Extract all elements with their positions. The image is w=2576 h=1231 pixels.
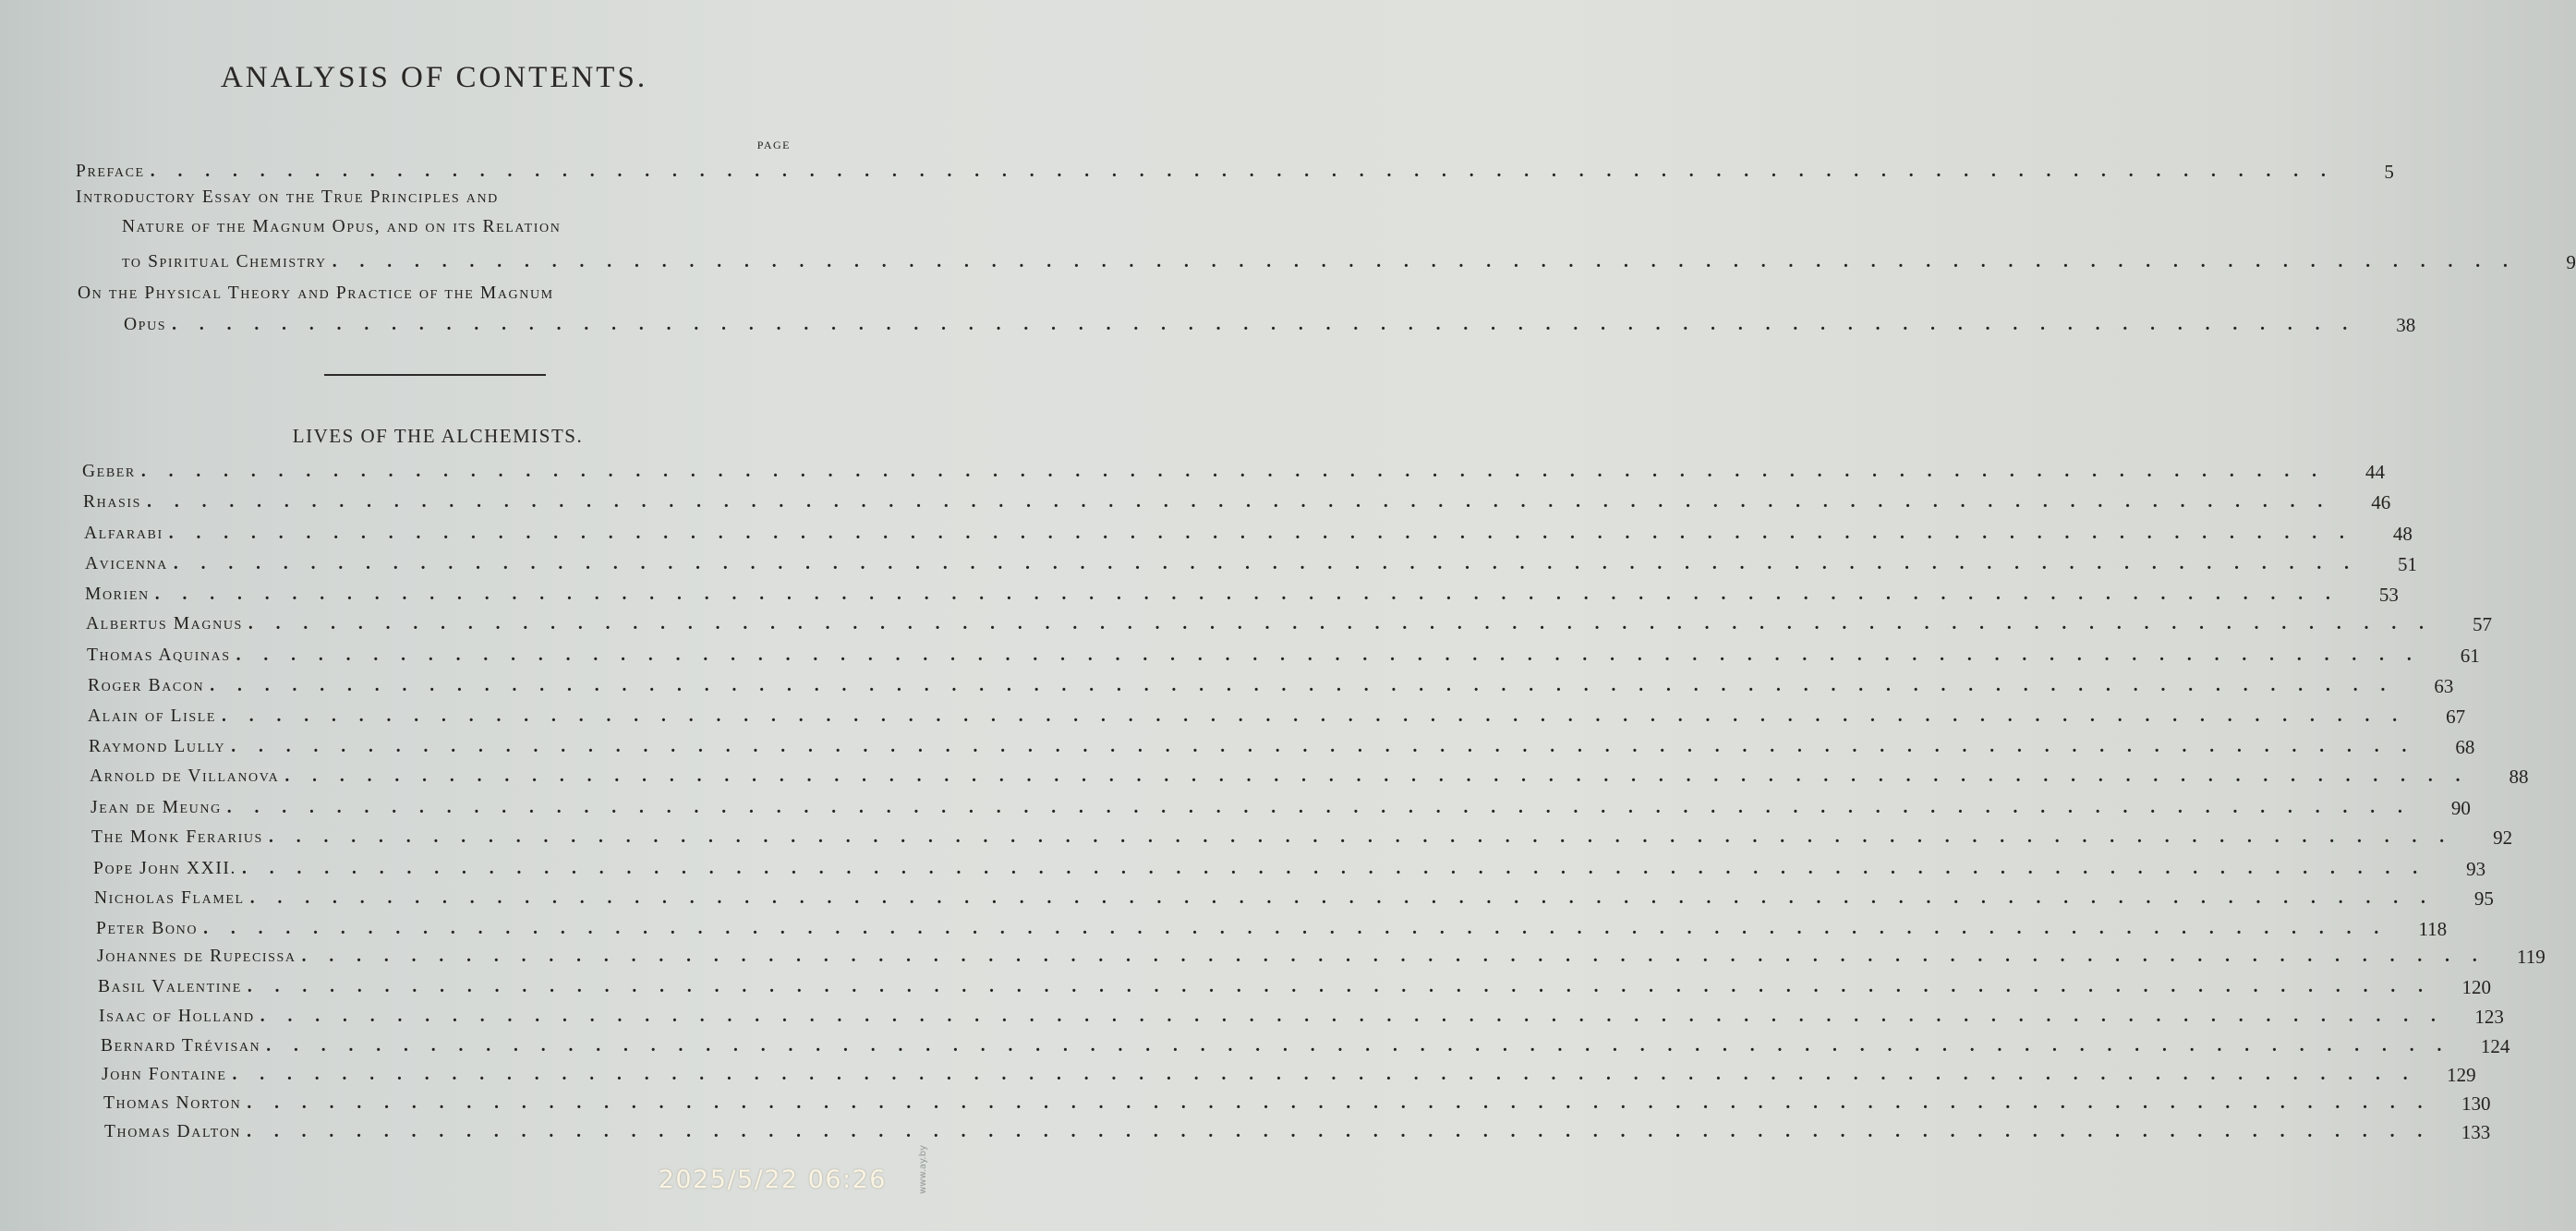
alchemist-name: Thomas Aquinas — [87, 646, 231, 665]
toc-entry-title: On the Physical Theory and Practice of the Magnum — [78, 284, 554, 303]
alchemist-page: 63 — [2434, 674, 2454, 697]
alchemist-entry — [85, 549, 2418, 579]
dot-leader — [151, 162, 2326, 182]
dot-leader — [203, 919, 2378, 939]
alchemist-name: Morien — [85, 585, 150, 604]
photo-timestamp: 2025/5/22 06:26 — [658, 1165, 887, 1194]
alchemist-entry — [103, 1089, 2491, 1118]
toc-entry-title: Opus — [124, 315, 167, 334]
alchemist-entry — [86, 609, 2493, 639]
alchemist-entry — [104, 1117, 2491, 1147]
alchemist-name: Rhasis — [83, 492, 142, 512]
toc-entry-title: Preface — [76, 162, 145, 181]
alchemist-entry — [89, 732, 2475, 762]
alchemist-page: 53 — [2378, 583, 2399, 606]
page-column-label: PAGE — [756, 139, 791, 151]
alchemist-page: 61 — [2460, 644, 2480, 667]
alchemist-name: Nicholas Flamel — [94, 888, 245, 908]
dot-leader — [284, 766, 2460, 787]
dot-leader — [227, 798, 2402, 818]
toc-entry-title: Nature of the Magnum Opus, and on its Relation — [122, 217, 562, 236]
alchemist-page: 120 — [2461, 975, 2492, 998]
alchemist-entry — [99, 1002, 2504, 1032]
toc-entry-physical-theory-line-1 — [78, 279, 715, 308]
dot-leader — [210, 676, 2385, 696]
dot-leader — [147, 492, 2322, 513]
toc-entry-page: 9 — [2566, 250, 2576, 273]
alchemist-page: 92 — [2493, 826, 2513, 849]
dot-leader — [222, 706, 2397, 727]
dot-leader — [248, 614, 2424, 634]
alchemist-name: Geber — [82, 462, 136, 481]
dot-leader — [333, 252, 2508, 272]
alchemist-page: 124 — [2480, 1034, 2510, 1057]
dot-leader — [247, 1093, 2422, 1114]
alchemist-entry — [91, 823, 2513, 852]
alchemist-page: 68 — [2455, 735, 2475, 758]
alchemist-page: 133 — [2461, 1120, 2491, 1143]
site-watermark: www.ay.by — [918, 1145, 928, 1194]
alchemist-name: Johannes de Rupecissa — [97, 947, 296, 966]
toc-entry-page: 38 — [2396, 313, 2416, 336]
alchemist-name: Alfarabi — [84, 524, 163, 543]
alchemist-page: 123 — [2474, 1005, 2504, 1028]
alchemist-page: 48 — [2392, 522, 2413, 545]
dot-leader — [248, 977, 2423, 997]
alchemist-name: Raymond Lully — [89, 737, 226, 756]
dot-leader — [266, 1036, 2441, 1056]
toc-entry-introductory-essay-line-2 — [122, 212, 713, 242]
alchemist-name: The Monk Ferarius — [91, 827, 263, 847]
alchemist-name: Arnold de Villanova — [90, 766, 280, 786]
alchemist-page: 93 — [2466, 857, 2486, 880]
dot-leader — [155, 585, 2330, 605]
alchemist-name: Pope John XXII. — [93, 859, 236, 878]
alchemist-name: John Fontaine — [102, 1065, 227, 1084]
alchemist-name: Alain of Lisle — [88, 706, 217, 726]
section-title: LIVES OF THE ALCHEMISTS. — [292, 425, 584, 447]
alchemist-name: Peter Bono — [96, 919, 199, 938]
alchemist-page: 57 — [2473, 612, 2493, 635]
alchemist-entry — [94, 884, 2494, 913]
dot-leader — [302, 947, 2477, 967]
alchemist-entry — [91, 793, 2471, 823]
alchemist-page: 51 — [2398, 552, 2418, 575]
section-divider — [324, 374, 546, 376]
alchemist-page: 130 — [2461, 1092, 2491, 1115]
alchemist-page: 118 — [2418, 917, 2448, 940]
dot-leader — [269, 827, 2444, 848]
page-title: ANALYSIS OF CONTENTS. — [220, 61, 648, 94]
toc-entry-introductory-essay-line-1 — [76, 183, 713, 212]
toc-entry-page: 5 — [2384, 160, 2394, 183]
alchemist-page: 46 — [2371, 490, 2391, 513]
alchemist-name: Bernard Trévisan — [101, 1036, 261, 1056]
alchemist-entry — [82, 457, 2385, 487]
dot-leader — [247, 1122, 2422, 1142]
alchemist-name: Avicenna — [85, 554, 168, 573]
alchemist-entry — [83, 488, 2391, 517]
alchemist-name: Thomas Dalton — [104, 1122, 242, 1141]
dot-leader — [174, 554, 2349, 574]
alchemist-entry — [93, 854, 2486, 884]
alchemist-page: 90 — [2450, 796, 2471, 819]
alchemist-entry — [90, 762, 2529, 791]
alchemist-entry — [84, 519, 2413, 549]
dot-leader — [169, 524, 2344, 544]
toc-entry-physical-theory-line-2 — [124, 310, 2416, 340]
alchemist-entry — [96, 914, 2448, 944]
alchemist-name: Jean de Meung — [91, 798, 222, 817]
dot-leader — [242, 859, 2417, 879]
dot-leader — [141, 462, 2316, 482]
dot-leader — [236, 646, 2412, 666]
alchemist-entry — [101, 1032, 2510, 1061]
alchemist-entry — [85, 580, 2399, 609]
toc-entry-title: to Spiritual Chemistry — [122, 252, 327, 272]
alchemist-page: 95 — [2473, 887, 2494, 910]
alchemist-name: Isaac of Holland — [99, 1007, 255, 1026]
alchemist-page: 67 — [2446, 705, 2466, 728]
alchemist-page: 88 — [2509, 765, 2529, 788]
alchemist-entry — [88, 702, 2466, 731]
dot-leader — [172, 315, 2347, 335]
dot-leader — [260, 1007, 2436, 1027]
alchemist-page: 44 — [2365, 460, 2385, 483]
dot-leader — [233, 1065, 2408, 1085]
alchemist-name: Roger Bacon — [88, 676, 205, 695]
dot-leader — [250, 888, 2425, 909]
alchemist-entry — [88, 671, 2454, 701]
toc-entry-title: Introductory Essay on the True Principles and — [76, 187, 499, 207]
toc-entry-introductory-essay-line-3 — [122, 247, 2576, 277]
alchemist-entry — [87, 641, 2480, 670]
alchemist-entry — [97, 942, 2546, 972]
alchemist-entry — [102, 1060, 2476, 1090]
alchemist-name: Thomas Norton — [103, 1093, 242, 1113]
alchemist-entry — [98, 972, 2492, 1002]
alchemist-name: Basil Valentine — [98, 977, 242, 996]
dot-leader — [231, 737, 2406, 757]
alchemist-page: 129 — [2447, 1063, 2476, 1086]
alchemist-page: 119 — [2517, 945, 2546, 968]
alchemist-name: Albertus Magnus — [86, 614, 243, 634]
